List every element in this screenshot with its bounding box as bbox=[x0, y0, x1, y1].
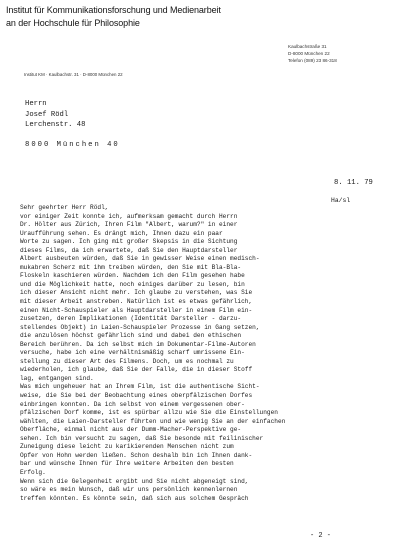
return-address-line: Institut KM · Kaulbachstr. 31 · D-8000 München 22 bbox=[24, 72, 123, 77]
body-line: mit dieser Arbeit anstreben. Natürlich ist es etwas gefährlich, bbox=[20, 298, 253, 306]
body-line: Sehr geehrter Herr Rödl, bbox=[20, 204, 109, 211]
body-line: Bereich berühren. Da ich selbst mich im Dokumentar-Filme-Autoren bbox=[20, 340, 256, 348]
recipient-street: Lerchenstr. 48 bbox=[25, 121, 86, 129]
body-line: einen Nicht-Schauspieler als Hauptdarsteller in einem Film ein- bbox=[20, 306, 253, 314]
body-line: Floskeln kaschieren würden. Nachdem ich den Film gesehen habe bbox=[20, 272, 245, 280]
recipient-city: 8000 München 40 bbox=[25, 140, 120, 149]
body-line: weise, die Sie bei der Beobachtung eines oberpfälzischen Dorfes bbox=[20, 392, 253, 400]
body-line: wählten, die Laien-Darsteller führten und wie wenig Sie an der einfachen bbox=[20, 417, 286, 425]
page-number: - 2 - bbox=[310, 532, 332, 540]
body-line: Erfolg. bbox=[20, 468, 46, 476]
body-line: und die Möglichkeit hatte, noch einiges darüber zu lesen, bin bbox=[20, 280, 245, 288]
reference-initials: Ha/sl bbox=[331, 197, 351, 204]
body-line: zusetzen, deren Implikationen (Identität Darsteller - darzu- bbox=[20, 315, 242, 323]
body-line: sehen. Ich bin versucht zu sagen, daß Sie besonde mit feilinischer bbox=[20, 434, 264, 442]
recipient-name: Josef Rödl bbox=[25, 110, 69, 119]
body-line: Opfer von Hohn werden ließen. Schon deshalb bin ich Ihnen dank- bbox=[20, 451, 253, 459]
letter-body bbox=[20, 204, 386, 503]
sender-street: Kaulbachstraße 31 bbox=[288, 44, 327, 49]
body-line: lag, entgangen sind. bbox=[20, 374, 94, 382]
body-line: Oberfläche, einmal nicht aus der Dumm-Macher-Perspektive ge- bbox=[20, 426, 242, 434]
body-line: Zuneigung diese leicht zu karikierenden Menschen nicht zum bbox=[20, 443, 234, 451]
body-line: Was mich ungeheuer hat an Ihrem Film, ist die authentische Sicht- bbox=[20, 383, 260, 391]
sender-city: D-8000 München 22 bbox=[288, 50, 330, 56]
body-line: Wenn sich die Gelegenheit ergibt und Sie nicht abgeneigt sind, bbox=[20, 477, 249, 485]
recipient-address bbox=[25, 99, 120, 150]
body-line: so wäre es mein Wunsch, daß wir uns persönlich kennenlernen bbox=[20, 486, 238, 494]
body-line: Albert ausbeuten würden, daß Sie in gewisser Weise einen medisch- bbox=[20, 255, 260, 263]
letterhead-institute: Institut für Kommunikationsforschung und Medienarbeit bbox=[6, 5, 221, 15]
body-line: treffen könnten. Es könnte sein, daß sich aus solchem Gespräch bbox=[20, 494, 249, 502]
sender-address bbox=[288, 44, 398, 64]
body-line: stellung zu dieser Art des Filmens. Doch, um es nochmal zu bbox=[20, 357, 234, 365]
body-line: vor einiger Zeit konnte ich, aufmerksam gemacht durch Herrn bbox=[20, 212, 238, 220]
body-line: Uraufführung sehen. Es drängt mich, Ihnen dazu ein paar bbox=[20, 229, 223, 237]
body-line: wiederholen, ich glaube, daß Sie der Falle, die in dieser Stoff bbox=[20, 366, 253, 374]
body-line: bar und wünsche Ihnen für Ihre weitere Arbeiten den besten bbox=[20, 460, 234, 468]
letterhead bbox=[6, 4, 276, 30]
body-line: dieses Films, da ich erwartete, daß Sie den Hauptdarsteller bbox=[20, 246, 238, 254]
sender-phone: Telefon (089) 23 86-318 bbox=[288, 57, 337, 63]
letterhead-school: an der Hochschule für Philosophie bbox=[6, 18, 140, 28]
body-line: einbringen konnten. Da ich selbst von einem vergessenen ober- bbox=[20, 400, 245, 408]
body-line: Worte zu sagen. Ich ging mit großer Skepsis in die Sichtung bbox=[20, 238, 238, 246]
body-line: die anzulösen höchst gefährlich sind und dabei den ethischen bbox=[20, 332, 242, 340]
body-line: ich dieser Ansicht nicht mehr. Ich glaube zu verstehen, was Sie bbox=[20, 289, 253, 297]
body-line: versuche, habe ich eine verhältnismäßig scharf umrissene Ein- bbox=[20, 349, 245, 357]
body-line: Dr. Hölter aus Zürich, Ihren Film "Albert, warum?" in einer bbox=[20, 221, 238, 229]
body-line: stellendes Objekt) in Laien-Schauspieler Prozesse in Gang setzen, bbox=[20, 323, 260, 331]
body-line: mukabren Scherz mit ihm treiben würden, den Sie mit Bla-Bla- bbox=[20, 263, 242, 271]
letter-date: 8. 11. 79 bbox=[334, 179, 373, 187]
body-line: pfälzischen Dorf komme, ist es spürbar allzu wie Sie die Einstellungen bbox=[20, 409, 278, 417]
recipient-salutation: Herrn bbox=[25, 100, 47, 108]
